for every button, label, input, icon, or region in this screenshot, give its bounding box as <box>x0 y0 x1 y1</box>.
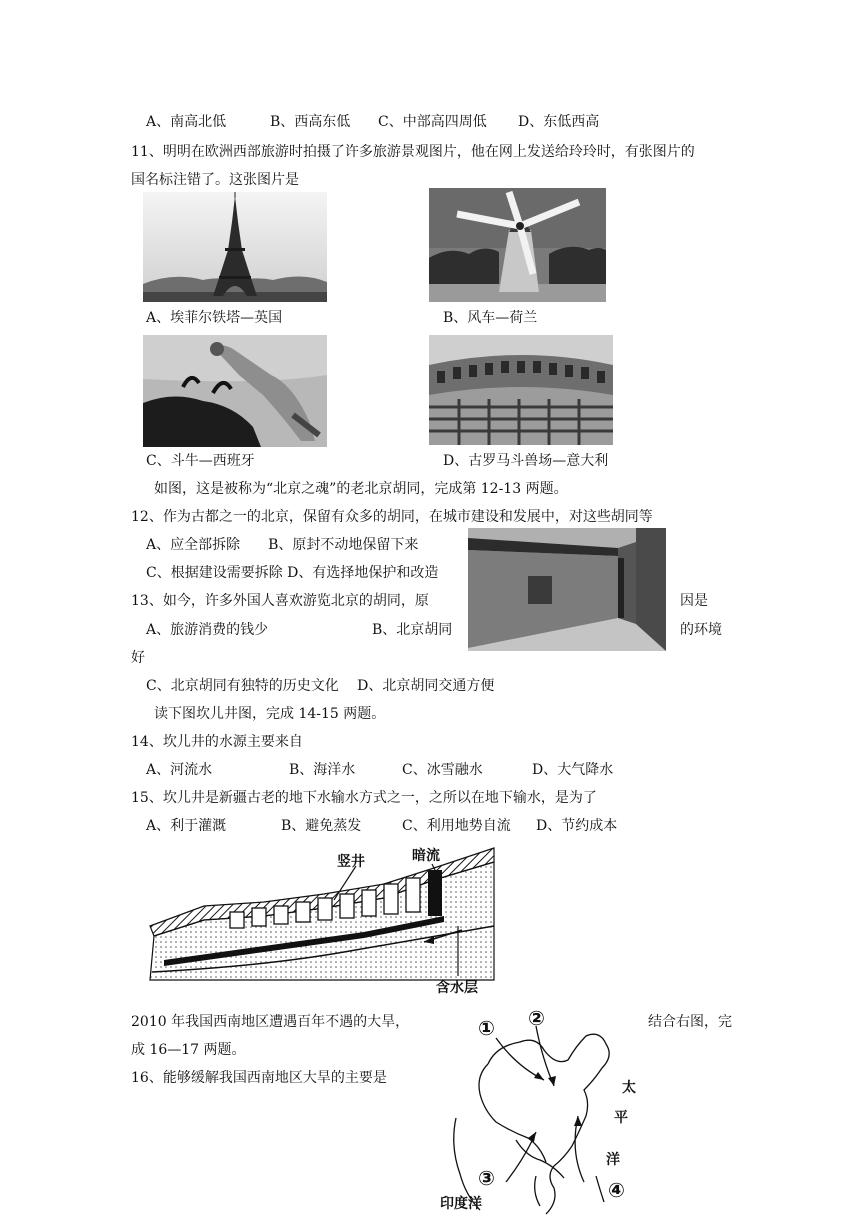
q15-option-d: D、节约成本 <box>536 818 618 834</box>
q12-options-ab: A、应全部拆除 B、原封不动地保留下来 <box>146 537 419 553</box>
q10-option-b: B、西高东低 <box>270 114 351 130</box>
q11-stem-line2: 国名标注错了。这张图片是 <box>131 172 299 188</box>
q16-stem: 16、能够缓解我国西南地区大旱的主要是 <box>131 1070 387 1086</box>
q14-option-c: C、冰雪融水 <box>402 762 483 778</box>
q14-option-b: B、海洋水 <box>289 762 356 778</box>
q10-option-a: A、南高北低 <box>146 114 227 130</box>
colosseum-photo <box>429 335 613 445</box>
q13-options-cd: C、北京胡同有独特的历史文化 D、北京胡同交通方便 <box>146 678 495 694</box>
q11-option-c: C、斗牛—西班牙 <box>146 453 255 469</box>
q14-option-d: D、大气降水 <box>532 762 614 778</box>
map-label-pacific-2: 平 <box>614 1110 628 1126</box>
q15-option-c: C、利用地势自流 <box>402 818 511 834</box>
q14-stem: 14、坎儿井的水源主要来自 <box>131 734 303 750</box>
drought-intro-left: 2010 年我国西南地区遭遇百年不遇的大旱， <box>131 1014 410 1030</box>
map-marker-2: ② <box>528 1006 545 1030</box>
map-marker-3: ③ <box>478 1166 495 1190</box>
q12-options-cd: C、根据建设需要拆除 D、有选择地保护和改造 <box>146 565 439 581</box>
map-label-pacific-3: 洋 <box>606 1152 620 1168</box>
karez-label-channel: 暗流 <box>412 848 440 864</box>
drought-intro-right: 结合右图，完 <box>648 1014 732 1030</box>
eiffel-tower-photo <box>143 192 327 302</box>
q11-stem-line1: 11、明明在欧洲西部旅游时拍摄了许多旅游景观图片，他在网上发送给玲玲时，有张图片的 <box>131 144 695 160</box>
map-marker-1: ① <box>478 1016 495 1040</box>
q13-option-b-wrap: 好 <box>131 650 145 666</box>
q13-option-b-right: 的环境 <box>680 622 722 638</box>
q10-option-d: D、东低西高 <box>518 114 600 130</box>
drought-intro-line2: 成 16—17 两题。 <box>131 1042 246 1058</box>
q15-option-a: A、利于灌溉 <box>146 818 227 834</box>
q13-stem-right: 因是 <box>680 593 708 609</box>
karez-diagram <box>144 840 504 1000</box>
q15-option-b: B、避免蒸发 <box>281 818 362 834</box>
map-label-indian-ocean: 印度洋 <box>440 1196 482 1212</box>
bullfight-photo <box>143 335 327 447</box>
q13-option-b-left: B、北京胡同 <box>372 622 453 638</box>
q15-stem: 15、坎儿井是新疆古老的地下水输水方式之一，之所以在地下输水，是为了 <box>131 790 597 806</box>
hutong-photo <box>468 528 666 651</box>
hutong-intro: 如图，这是被称为“北京之魂”的老北京胡同，完成第 12-13 两题。 <box>154 481 568 497</box>
q14-option-a: A、河流水 <box>146 762 213 778</box>
q13-stem-left: 13、如今，许多外国人喜欢游览北京的胡同，原 <box>131 593 429 609</box>
windmill-photo <box>429 188 606 302</box>
map-label-pacific-1: 太 <box>622 1080 636 1096</box>
q11-option-a: A、埃菲尔铁塔—英国 <box>146 310 283 326</box>
karez-intro: 读下图坎儿井图，完成 14-15 两题。 <box>154 706 386 722</box>
karez-label-shaft: 竖井 <box>337 854 365 870</box>
q11-option-b: B、风车—荷兰 <box>443 310 538 326</box>
karez-label-aquifer: 含水层 <box>436 980 478 996</box>
q13-option-a: A、旅游消费的钱少 <box>146 622 269 638</box>
q11-option-d: D、古罗马斗兽场—意大利 <box>443 453 609 469</box>
map-marker-4: ④ <box>608 1178 625 1202</box>
q12-stem: 12、作为古都之一的北京，保留有众多的胡同，在城市建设和发展中，对这些胡同等 <box>131 509 653 525</box>
q10-option-c: C、中部高四周低 <box>378 114 487 130</box>
